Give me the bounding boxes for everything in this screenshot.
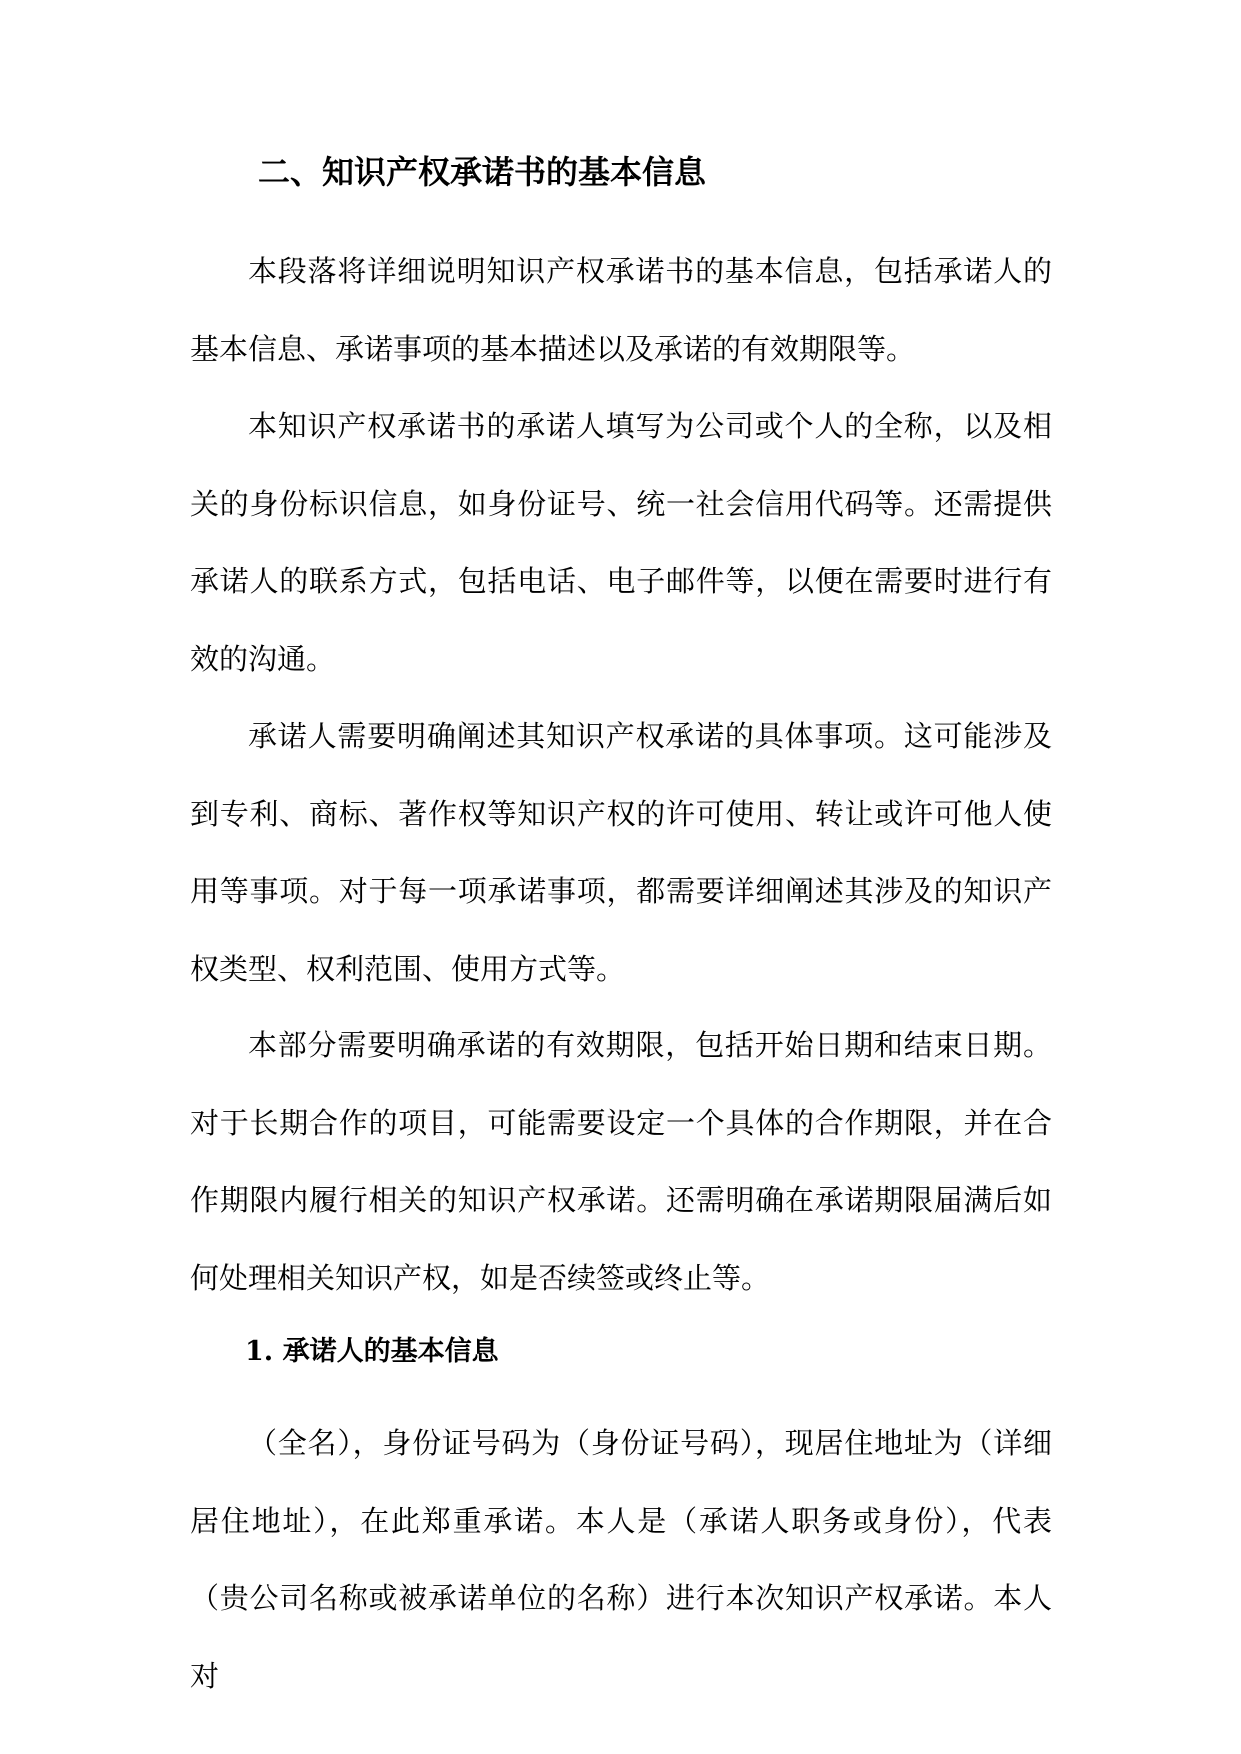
paragraph-intro: 本段落将详细说明知识产权承诺书的基本信息，包括承诺人的基本信息、承诺事项的基本描述以及承诺的有效期限等。	[190, 254, 1052, 366]
paragraph-validity-period: 本部分需要明确承诺的有效期限，包括开始日期和结束日期。对于长期合作的项目，可能需要设定一个具体的合作期限，并在合作期限内履行相关的知识产权承诺。还需明确在承诺期限届满后如何处理相关知识产权，如是否续签或终止等。	[190, 1028, 1052, 1295]
paragraph-promise-matters: 承诺人需要明确阐述其知识产权承诺的具体事项。这可能涉及到专利、商标、著作权等知识产权的许可使用、转让或许可他人使用等事项。对于每一项承诺事项，都需要详细阐述其涉及的知识产权类型、权利范围、使用方式等。	[190, 719, 1052, 986]
paragraph-promisor-info: （全名），身份证号码为（身份证号码），现居住地址为（详细居住地址），在此郑重承诺。本人是（承诺人职务或身份），代表（贵公司名称或被承诺单位的名称）进行本次知识产权承诺。本人对	[190, 1426, 1052, 1693]
section-heading: 二、知识产权承诺书的基本信息	[258, 153, 707, 191]
paragraph-promisor-identity: 本知识产权承诺书的承诺人填写为公司或个人的全称，以及相关的身份标识信息，如身份证号、统一社会信用代码等。还需提供承诺人的联系方式，包括电话、电子邮件等，以便在需要时进行有效的沟通。	[190, 409, 1052, 676]
subsection-heading: 1. 承诺人的基本信息	[245, 1336, 499, 1367]
